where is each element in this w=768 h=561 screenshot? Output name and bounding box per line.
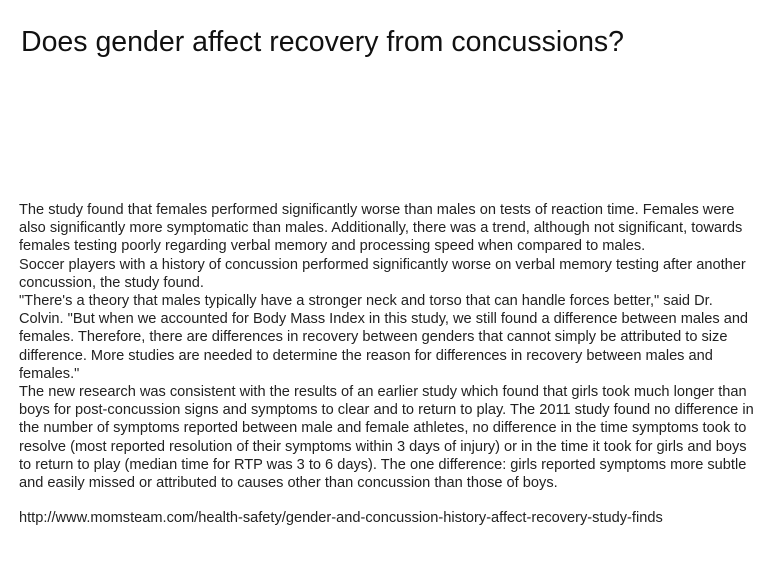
body-paragraph-soccer-players: Soccer players with a history of concussion performed significantly worse on verbal memory testing after another concussion, the study found. [19,256,746,291]
body-paragraph-earlier-study: The new research was consistent with the results of an earlier study which found that girls took much longer than boys for post-concussion signs and symptoms to clear and to return to play. The 2011 study found no difference in the number of symptoms reported between male and female athletes, no difference in the time symptoms took to resolve (most reported resolution of their symptoms within 3 days of injury) or in the time it took for girls and boys to return to play (median time for RTP was 3 to 6 days). The one difference: girls reported symptoms more subtle and easily missed or attributed to causes other than concussion than those of boys. [19,384,754,492]
body-paragraph-reaction-time: The study found that females performed significantly worse than males on tests of reaction time. Females were also significantly more symptomatic than males. Additionally, there was a trend, although not significant, towards females testing poorly regarding verbal memory and processing speed when compared to males. [19,202,743,255]
body-paragraph-colvin-quote: "There's a theory that males typically have a stronger neck and torso that can handle forces better," said Dr. Colvin. "But when we accounted for Body Mass Index in this study, we still found a difference between males and females. Therefore, there are differences in recovery between genders that cannot simply be attributed to size difference. More studies are needed to determine the reason for differences in recovery between males and females." [19,293,749,382]
slide-title: Does gender affect recovery from concussions? [21,26,625,58]
slide-body [19,201,759,492]
source-link[interactable]: http://www.momsteam.com/health-safety/gender-and-concussion-history-affect-recovery-study-finds [19,510,663,526]
